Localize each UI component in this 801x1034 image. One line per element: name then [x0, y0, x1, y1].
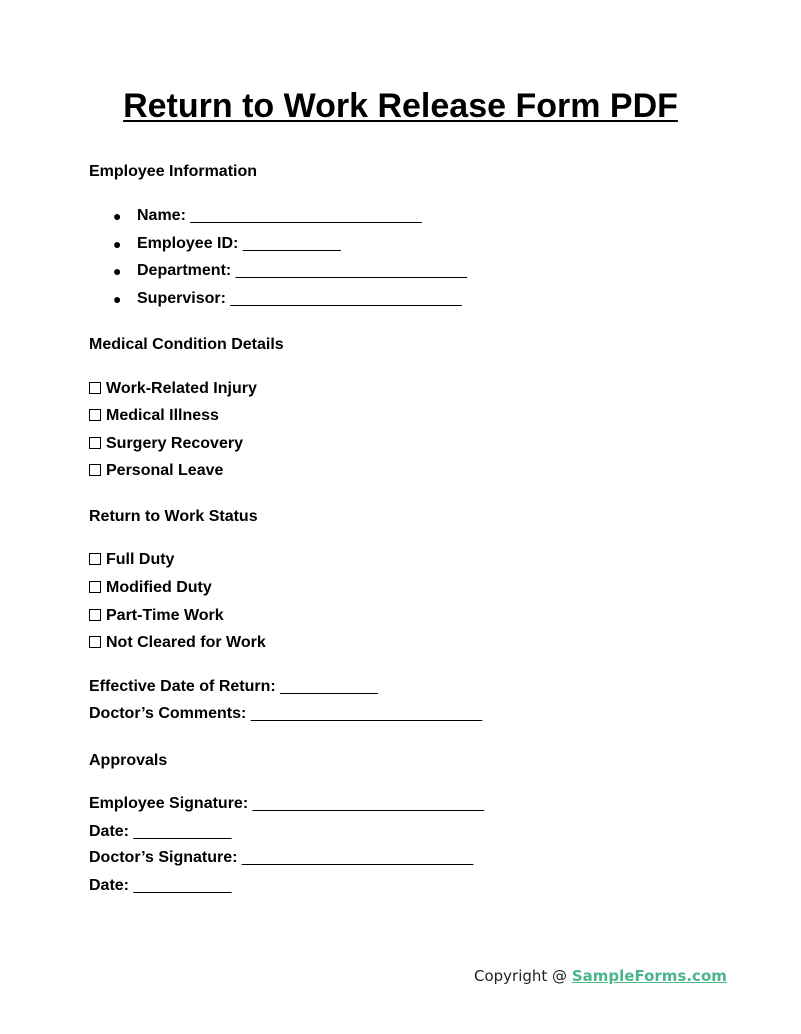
option-label: Personal Leave [106, 462, 224, 479]
checkbox-icon[interactable] [89, 553, 101, 565]
field-employee-signature [89, 794, 484, 814]
option-label: Modified Duty [106, 579, 212, 596]
field-label: Supervisor: [137, 290, 226, 307]
field-label: Date: [89, 823, 130, 840]
department-blank-line[interactable]: __________________________ [235, 262, 468, 279]
field-date-employee [89, 822, 231, 842]
checkbox-option-work-related-injury[interactable] [89, 379, 257, 399]
checkbox-icon[interactable] [89, 581, 101, 593]
doctor-comments-blank-line[interactable]: __________________________ [250, 705, 483, 722]
field-effective-date [89, 677, 378, 697]
copyright-text: Copyright @ [474, 967, 568, 985]
checkbox-option-full-duty[interactable] [89, 550, 174, 570]
employee-id-blank-line[interactable]: ___________ [242, 235, 341, 252]
field-label: Employee ID: [137, 235, 239, 252]
bullet-icon: ● [113, 291, 122, 307]
field-employee-id [137, 234, 341, 254]
option-label: Surgery Recovery [106, 435, 243, 452]
copyright-footer [474, 965, 727, 987]
checkbox-option-medical-illness[interactable] [89, 406, 219, 426]
page-title: Return to Work Release Form PDF [123, 87, 678, 125]
section-heading-return-status: Return to Work Status [89, 508, 258, 525]
effective-date-blank-line[interactable]: ___________ [280, 678, 379, 695]
checkbox-icon[interactable] [89, 464, 101, 476]
field-name [137, 206, 422, 226]
option-label: Not Cleared for Work [106, 634, 266, 651]
bullet-icon: ● [113, 236, 122, 252]
checkbox-icon[interactable] [89, 609, 101, 621]
option-label: Medical Illness [106, 407, 219, 424]
checkbox-option-part-time-work[interactable] [89, 606, 224, 626]
field-label: Effective Date of Return: [89, 678, 276, 695]
supervisor-blank-line[interactable]: __________________________ [230, 290, 462, 307]
bullet-icon: ● [113, 208, 122, 224]
name-blank-line[interactable]: __________________________ [190, 207, 422, 224]
checkbox-icon[interactable] [89, 437, 101, 449]
field-label: Name: [137, 207, 186, 224]
field-supervisor [137, 289, 462, 309]
section-heading-approvals: Approvals [89, 752, 168, 769]
field-label: Department: [137, 262, 232, 279]
checkbox-option-modified-duty[interactable] [89, 578, 212, 598]
option-label: Work-Related Injury [106, 380, 257, 397]
checkbox-icon[interactable] [89, 409, 101, 421]
checkbox-option-not-cleared[interactable] [89, 633, 266, 653]
section-heading-employee-information: Employee Information [89, 163, 258, 180]
field-label: Doctor’s Signature: [89, 849, 238, 866]
option-label: Full Duty [106, 551, 175, 568]
checkbox-option-personal-leave[interactable] [89, 461, 223, 481]
employee-date-blank-line[interactable]: ___________ [133, 823, 232, 840]
doctor-date-blank-line[interactable]: ___________ [133, 877, 232, 894]
checkbox-icon[interactable] [89, 636, 101, 648]
field-label: Date: [89, 877, 130, 894]
option-label: Part-Time Work [106, 607, 224, 624]
section-heading-medical-condition: Medical Condition Details [89, 336, 284, 353]
employee-signature-blank-line[interactable]: __________________________ [252, 795, 484, 812]
bullet-icon: ● [113, 263, 122, 279]
field-date-doctor [89, 876, 231, 896]
doctor-signature-blank-line[interactable]: __________________________ [241, 849, 474, 866]
field-label: Employee Signature: [89, 795, 249, 812]
field-label: Doctor’s Comments: [89, 705, 247, 722]
field-doctor-comments [89, 704, 482, 724]
field-doctor-signature [89, 848, 473, 868]
checkbox-icon[interactable] [89, 382, 101, 394]
checkbox-option-surgery-recovery[interactable] [89, 434, 243, 454]
brand-link[interactable]: SampleForms.com [571, 967, 727, 985]
field-department [137, 261, 467, 281]
